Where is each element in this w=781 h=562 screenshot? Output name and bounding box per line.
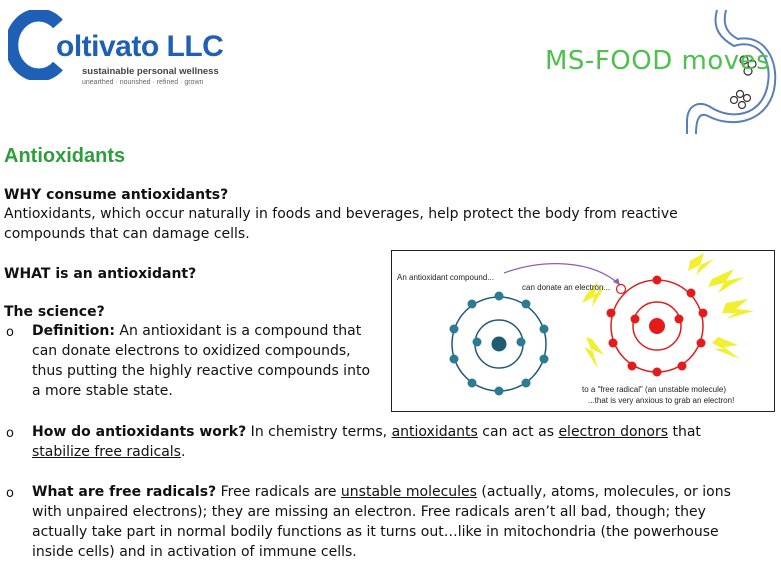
how-label: How do antioxidants work? [32, 424, 247, 440]
why-body-line2: compounds that can damage cells. [4, 226, 250, 242]
company-name: oltivato LLC [56, 30, 224, 63]
partner-logo-text: MS-FOOD moves [545, 46, 771, 76]
company-tagline: sustainable personal wellness [82, 66, 219, 77]
definition-line4: a more stable state. [32, 383, 173, 399]
free-radical-atom [607, 276, 708, 377]
free-radicals-label: What are free radicals? [32, 484, 217, 500]
definition-line2: can donate electrons to oxidized compounds, [32, 343, 351, 359]
how-text: can act as [477, 424, 559, 440]
free-radicals-line3: actually take part in normal bodily functions as it turns out…like in mitochondria (the powerhouse [32, 524, 719, 540]
electron-donors-link[interactable]: electron donors [558, 424, 669, 440]
unstable-molecules-link[interactable]: unstable molecules [340, 484, 477, 500]
antioxidant-diagram [391, 250, 775, 412]
diagram-label-donate: can donate an electron... [522, 283, 611, 292]
bullet-marker: o [6, 426, 14, 441]
company-subtagline: unearthed · nourished · refined · grown [82, 79, 204, 86]
how-line2 [32, 443, 185, 462]
how-line1 [32, 423, 701, 442]
antioxidant-atom [450, 292, 549, 396]
diagram-label-radical: to a "free radical" (an unstable molecule) [582, 385, 726, 394]
free-radicals-text: Free radicals are [216, 484, 341, 500]
free-radicals-text: (actually, atoms, molecules, or ions [476, 484, 731, 500]
why-heading: WHY consume antioxidants? [4, 187, 229, 203]
definition-label: Definition: [32, 323, 115, 339]
diagram-label-anxious: ...that is very anxious to grab an electron! [588, 396, 735, 405]
bullet-marker: o [6, 325, 14, 340]
what-heading: WHAT is an antioxidant? [4, 266, 197, 282]
antioxidants-link[interactable]: antioxidants [391, 424, 478, 440]
stabilize-free-radicals-link[interactable]: stabilize free radicals [32, 444, 181, 460]
how-text: . [180, 444, 186, 460]
free-radicals-line4: inside cells) and in activation of immune cells. [32, 544, 357, 560]
why-body-line1: Antioxidants, which occur naturally in foods and beverages, help protect the body from reactive [4, 206, 678, 222]
page-title: Antioxidants [4, 145, 126, 167]
free-radicals-line2: with unpaired electrons); they are missing an electron. Free radicals aren’t all bad, though; they [32, 504, 706, 520]
science-heading: The science? [4, 304, 105, 320]
diagram-label-compound: An antioxidant compound... [397, 273, 494, 282]
how-text: that [668, 424, 701, 440]
free-radicals-line1 [32, 483, 731, 502]
bullet-marker: o [6, 486, 14, 501]
definition-text: An antioxidant is a compound that [114, 323, 362, 339]
how-text: In chemistry terms, [246, 424, 392, 440]
definition-line1 [32, 322, 361, 341]
definition-line3: thus putting the highly reactive compounds into [32, 363, 371, 379]
